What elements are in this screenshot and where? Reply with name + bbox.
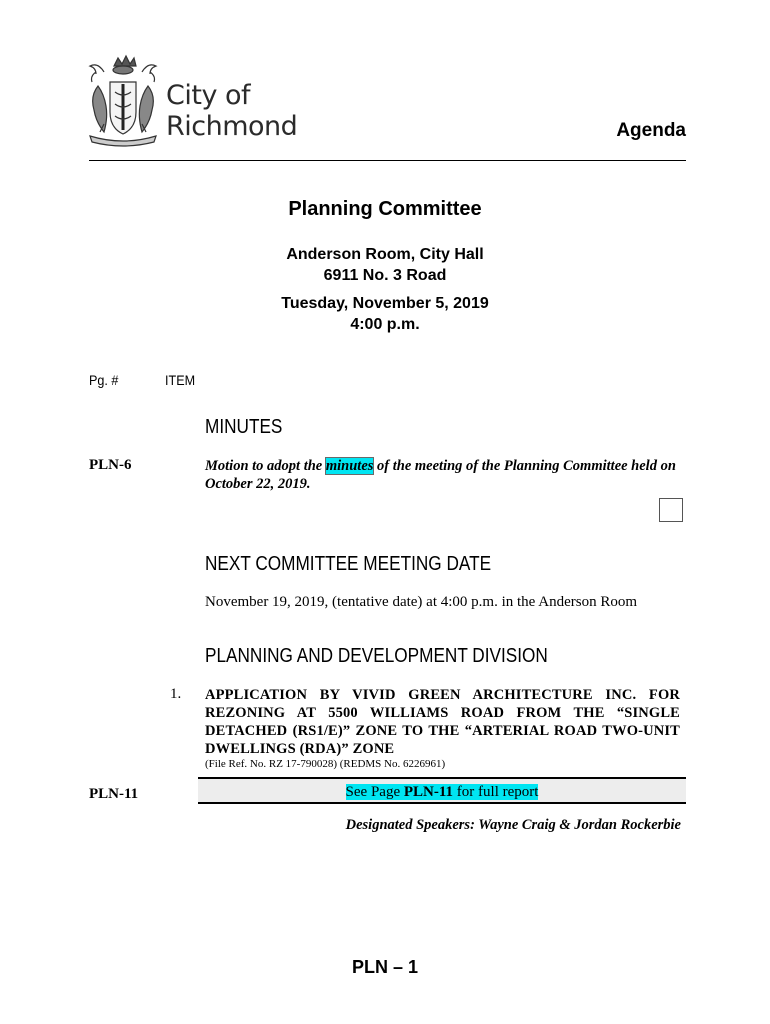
logo-line-city-of: City of xyxy=(166,80,251,111)
meeting-location-address: 6911 No. 3 Road xyxy=(323,267,447,284)
section-heading-minutes: MINUTES xyxy=(205,416,283,438)
logo-line-richmond: Richmond xyxy=(166,111,298,142)
meeting-location-room: Anderson Room, City Hall xyxy=(286,246,484,263)
page-ref-item-1: PLN-11 xyxy=(89,786,139,802)
next-meeting-text: November 19, 2019, (tentative date) at 4:00 p.m. in the Anderson Room xyxy=(205,594,637,610)
motion-checkbox[interactable] xyxy=(659,498,683,522)
item-column-header: ITEM xyxy=(165,372,196,388)
motion-text-after: of the meeting of the Planning Committee held on October 22, 2019. xyxy=(205,458,676,492)
report-link-before: See Page xyxy=(345,784,404,800)
report-link-page: PLN-11 xyxy=(403,784,454,800)
city-crest-logo xyxy=(84,52,162,148)
item-file-reference: (File Ref. No. RZ 17-790028) (REDMS No. 6226961) xyxy=(205,758,446,770)
item-number: 1. xyxy=(170,686,182,702)
header-divider xyxy=(89,160,686,161)
meeting-date: Tuesday, November 5, 2019 xyxy=(281,295,489,312)
page-column-header: Pg. # xyxy=(89,372,119,388)
item-title: APPLICATION BY VIVID GREEN ARCHITECTURE INC. FOR REZONING AT 5500 WILLIAMS ROAD FROM THE “SINGLE DETACHED (RS1/E)” ZONE TO THE “ARTERIAL ROAD TWO-UNIT DWELLINGS (RDA)” ZONE xyxy=(205,687,680,757)
meeting-time: 4:00 p.m. xyxy=(350,316,420,333)
report-link[interactable] xyxy=(198,784,686,800)
minutes-highlight: minutes xyxy=(325,458,374,474)
page-ref-minutes: PLN-6 xyxy=(89,457,132,473)
minutes-motion xyxy=(205,457,685,493)
page-footer-number: PLN – 1 xyxy=(351,957,419,977)
motion-text-before: Motion to adopt the xyxy=(205,458,326,474)
document-type-title: Agenda xyxy=(616,120,686,141)
designated-speakers: Designated Speakers: Wayne Craig & Jordan Rockerbie xyxy=(345,817,681,833)
report-link-after: for full report xyxy=(453,784,539,800)
section-heading-planning: PLANNING AND DEVELOPMENT DIVISION xyxy=(205,645,548,667)
committee-title: Planning Committee xyxy=(288,198,482,220)
section-heading-next-meeting: NEXT COMMITTEE MEETING DATE xyxy=(205,553,492,575)
